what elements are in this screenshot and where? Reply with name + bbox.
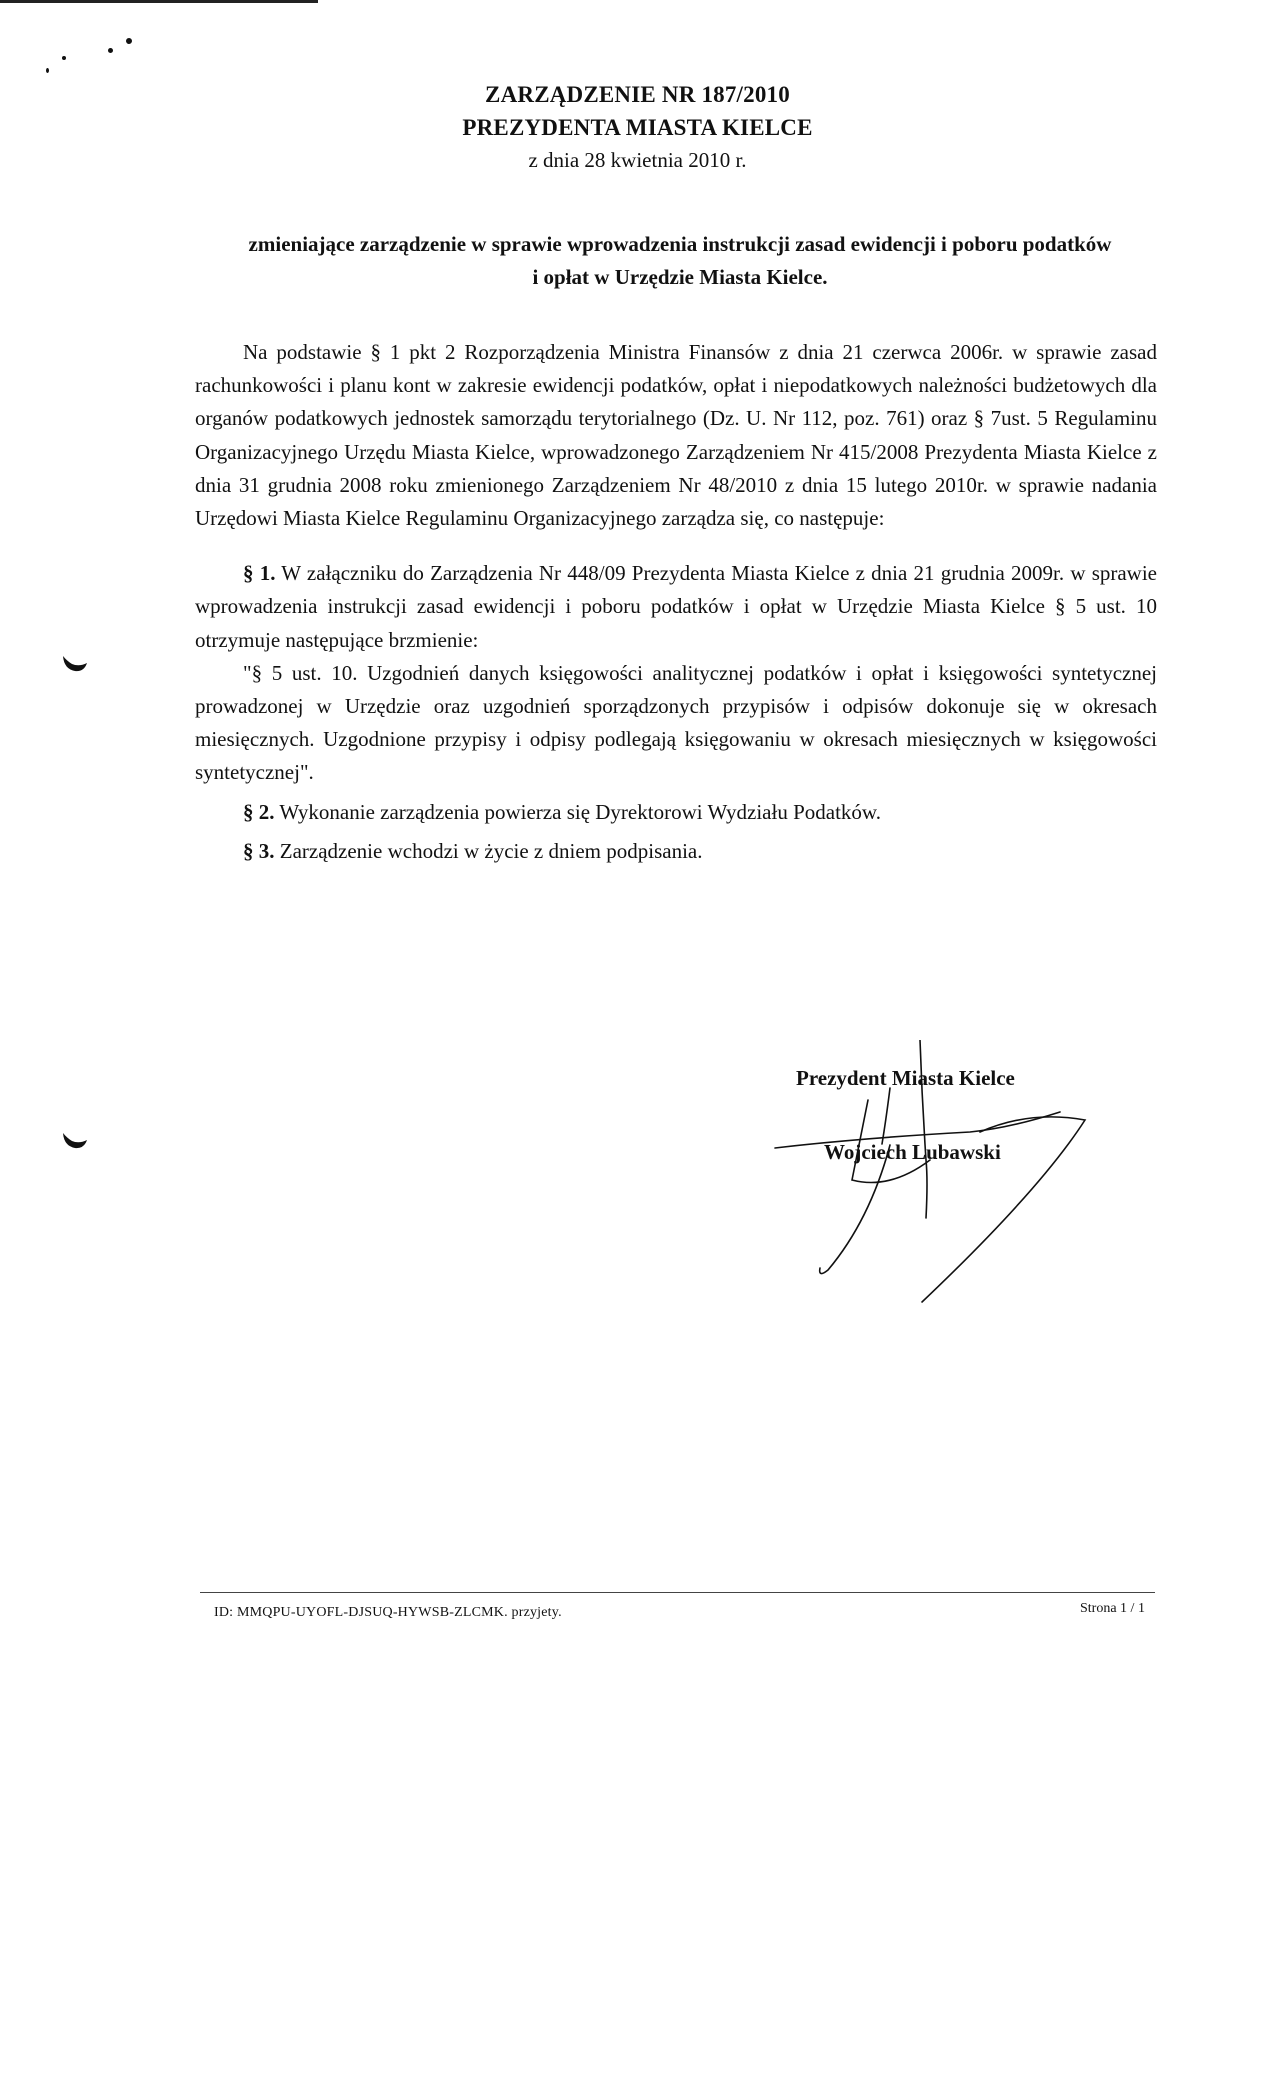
section-1-text: W załączniku do Zarządzenia Nr 448/09 Prezydenta Miasta Kielce z dnia 21 grudnia 2009r. w sprawie wprowadzenia instrukcji zasad ewidencji i poboru podatków i opłat w Urzędzie Miasta Kielce § 5 ust. 10 otrzymuje następujące brzmienie: bbox=[195, 561, 1157, 652]
page-number: Strona 1 / 1 bbox=[1080, 1601, 1145, 1616]
section-2-text: Wykonanie zarządzenia powierza się Dyrektorowi Wydziału Podatków. bbox=[279, 799, 881, 824]
scan-speck bbox=[62, 56, 66, 60]
punch-hole-mark bbox=[62, 655, 88, 673]
footer-divider bbox=[200, 1592, 1155, 1593]
ordinance-number: ZARZĄDZENIE NR 187/2010 bbox=[485, 82, 790, 107]
signatory-name: Wojciech Lubawski bbox=[824, 1140, 1001, 1164]
section-3-text: Zarządzenie wchodzi w życie z dniem podpisania. bbox=[279, 838, 703, 863]
document-body bbox=[195, 336, 1157, 868]
ordinance-date: z dnia 28 kwietnia 2010 r. bbox=[528, 148, 747, 172]
punch-hole-mark bbox=[62, 1132, 88, 1150]
issuer: PREZYDENTA MIASTA KIELCE bbox=[462, 115, 813, 140]
signatory-title: Prezydent Miasta Kielce bbox=[796, 1066, 1015, 1090]
section-2-marker: § 2. bbox=[243, 799, 275, 824]
subject-line-1: zmieniające zarządzenie w sprawie wprowadzenia instrukcji zasad ewidencji i poboru podatków bbox=[248, 232, 1112, 256]
scan-speck bbox=[126, 38, 132, 44]
scan-speck bbox=[108, 48, 113, 53]
section-2 bbox=[195, 796, 1157, 829]
section-1-quote: "§ 5 ust. 10. Uzgodnień danych księgowości analitycznej podatków i opłat i księgowości syntetycznej prowadzonej w Urzędzie oraz uzgodnień sporządzonych przypisów i odpisów dokonuje się w okresach miesięcznych. Uzgodnione przypisy i odpisy podlegają księgowaniu w okresach miesięcznych w księgowości syntetycznej". bbox=[195, 660, 1157, 785]
section-3-marker: § 3. bbox=[243, 838, 275, 863]
signature-block bbox=[740, 1040, 1120, 1340]
scan-top-rule bbox=[0, 0, 318, 3]
subject-line-2: i opłat w Urzędzie Miasta Kielce. bbox=[532, 265, 828, 289]
preamble: Na podstawie § 1 pkt 2 Rozporządzenia Ministra Finansów z dnia 21 czerwca 2006r. w sprawie zasad rachunkowości i planu kont w zakresie ewidencji podatków, opłat i niepodatkowych należności budżetowych dla organów podatkowych jednostek samorządu terytorialnego (Dz. U. Nr 112, poz. 761) oraz § 7ust. 5 Regulaminu Organizacyjnego Urzędu Miasta Kielce, wprowadzonego Zarządzeniem Nr 415/2008 Prezydenta Miasta Kielce z dnia 31 grudnia 2008 roku zmienionego Zarządzeniem Nr 48/2010 z dnia 15 lutego 2010r. w sprawie nadania Urzędowi Miasta Kielce Regulaminu Organizacyjnego zarządza się, co następuje: bbox=[195, 340, 1157, 531]
section-3 bbox=[195, 835, 1157, 868]
document-subject bbox=[190, 228, 1170, 294]
document-header bbox=[0, 78, 1275, 177]
document-id: ID: MMQPU-UYOFL-DJSUQ-HYWSB-ZLCMK. przyjety. bbox=[214, 1605, 562, 1620]
scan-speck bbox=[46, 68, 49, 73]
section-1 bbox=[195, 557, 1157, 657]
section-1-marker: § 1. bbox=[243, 561, 276, 586]
